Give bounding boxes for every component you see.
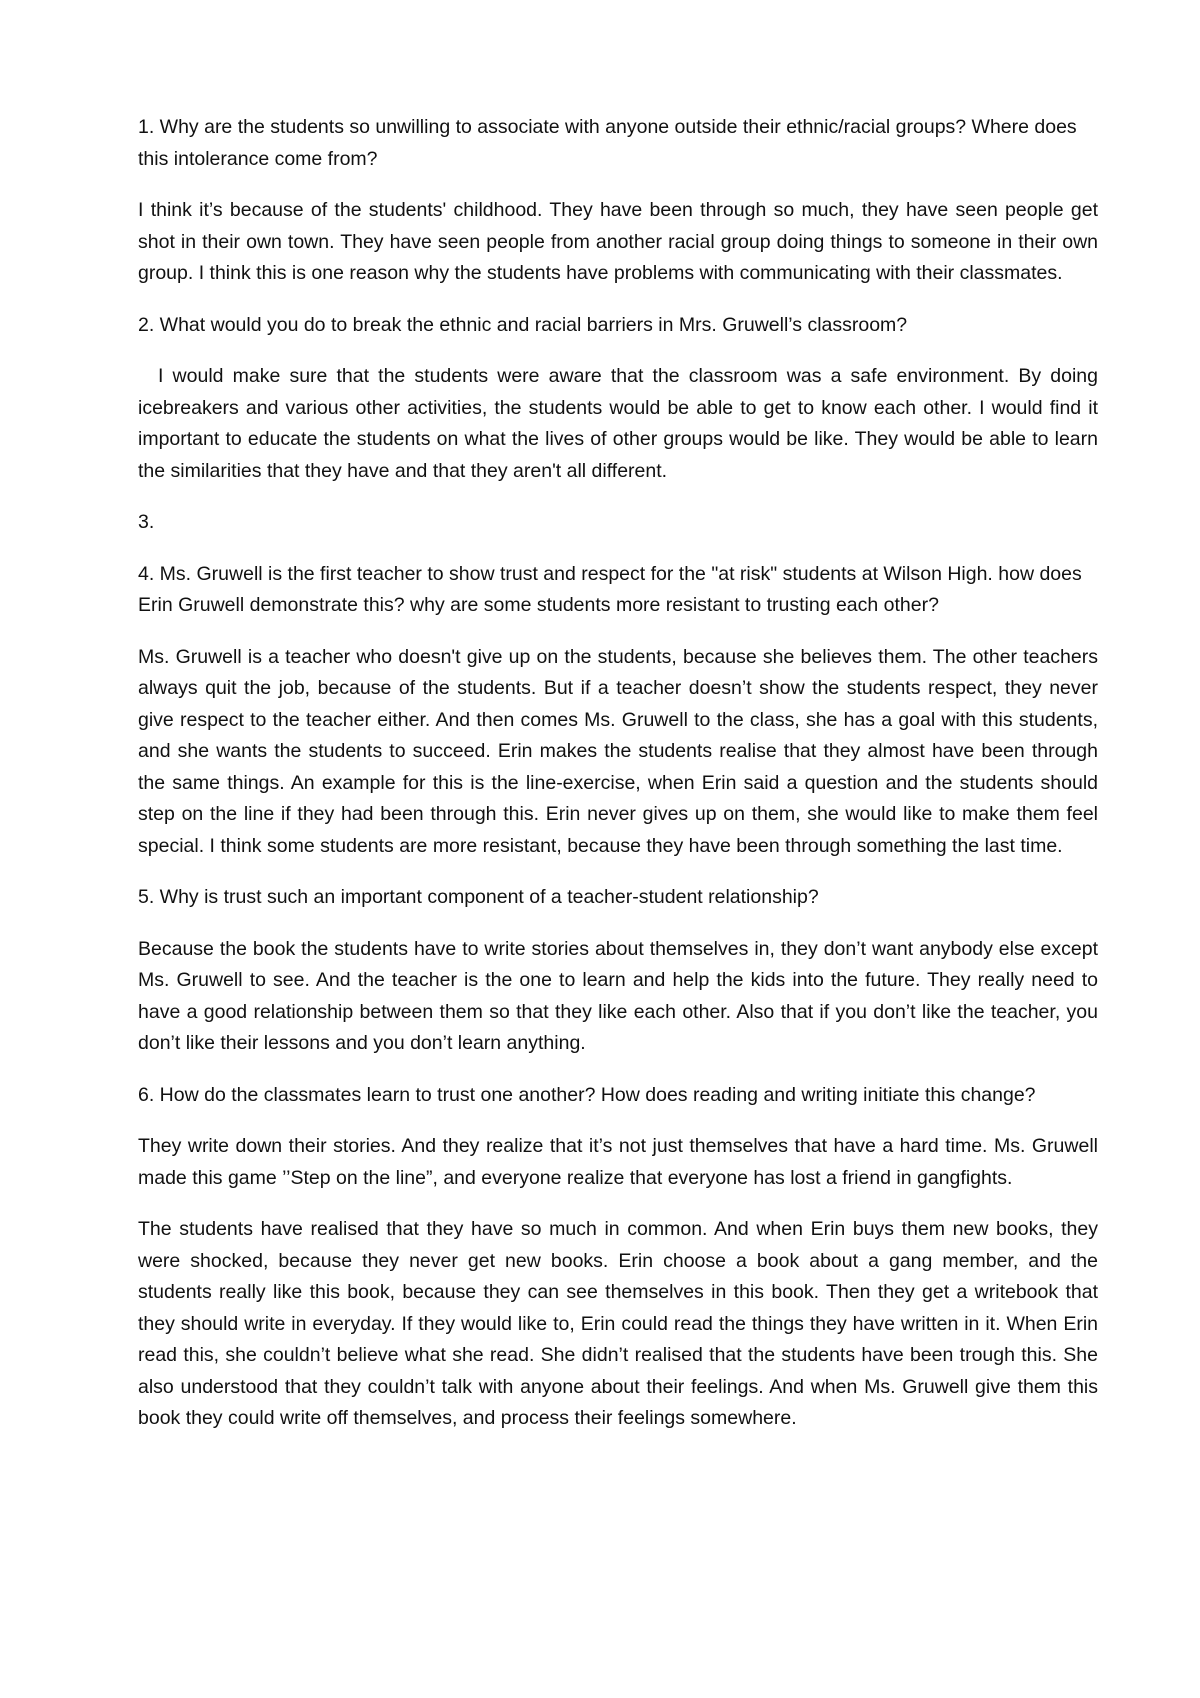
answer-5: Because the book the students have to write stories about themselves in, they don’t want anybody else except Ms. Gruwell to see. And the teacher is the one to learn and help the kids into the future. They really need to have a good relationship between them so that they like each other. Also that if you don’t like the teacher, you don’t like their lessons and you don’t learn anything. (138, 937, 1098, 1054)
question-3: 3. (138, 511, 155, 533)
answer-1: I think it’s because of the students' childhood. They have been through so much, they have seen people get shot in their own town. They have seen people from another racial group doing things to someone in their own group. I think this is one reason why the students have problems with communicating with their classmates. (138, 199, 1098, 284)
question-2: 2. What would you do to break the ethnic and racial barriers in Mrs. Gruwell’s classroom? (138, 313, 908, 336)
answer-2: I would make sure that the students were aware that the classroom was a safe environment. By doing icebreakers and various other activities, the students would be able to get to know each other. I would find it important to educate the students on what the lives of other groups would be like. They would be able to learn the similarities that they have and that they aren't all different. (138, 365, 1098, 482)
question-1: 1. Why are the students so unwilling to associate with anyone outside their ethnic/racial groups? Where does this intolerance come from? (138, 116, 1077, 170)
answer-6-part-1: They write down their stories. And they realize that it’s not just themselves that have a hard time. Ms. Gruwell made this game ’’Step on the line”, and everyone realize that everyone has lost a friend in gangfights. (138, 1135, 1098, 1189)
answer-4: Ms. Gruwell is a teacher who doesn't give up on the students, because she believes them. The other teachers always quit the job, because of the students. But if a teacher doesn’t show the students respect, they never give respect to the teacher either. And then comes Ms. Gruwell to the class, she has a goal with this students, and she wants the students to succeed. Erin makes the students realise that they almost have been through the same things. An example for this is the line-exercise, when Erin said a question and the students should step on the line if they had been through this. Erin never gives up on them, she would like to make them feel special. I think some students are more resistant, because they have been through something the last time. (138, 645, 1098, 857)
question-6: 6. How do the classmates learn to trust one another? How does reading and writing initiate this change? (138, 1083, 1036, 1106)
question-4: 4. Ms. Gruwell is the first teacher to show trust and respect for the "at risk" students at Wilson High. how does Erin Gruwell demonstrate this? why are some students more resistant to trusting each other? (138, 562, 1082, 616)
question-5: 5. Why is trust such an important component of a teacher-student relationship? (138, 886, 819, 908)
answer-6-part-2: The students have realised that they have so much in common. And when Erin buys them new books, they were shocked, because they never get new books. Erin choose a book about a gang member, and the students really like this book, because they can see themselves in this book. Then they get a writebook that they should write in everyday. If they would like to, Erin could read the things they have written in it. When Erin read this, she couldn’t believe what she read. She didn’t realised that the students have been trough this. She also understood that they couldn’t talk with anyone about their feelings. And when Ms. Gruwell give them this book they could write off themselves, and process their feelings somewhere. (138, 1218, 1098, 1429)
document-page (138, 112, 1098, 1455)
